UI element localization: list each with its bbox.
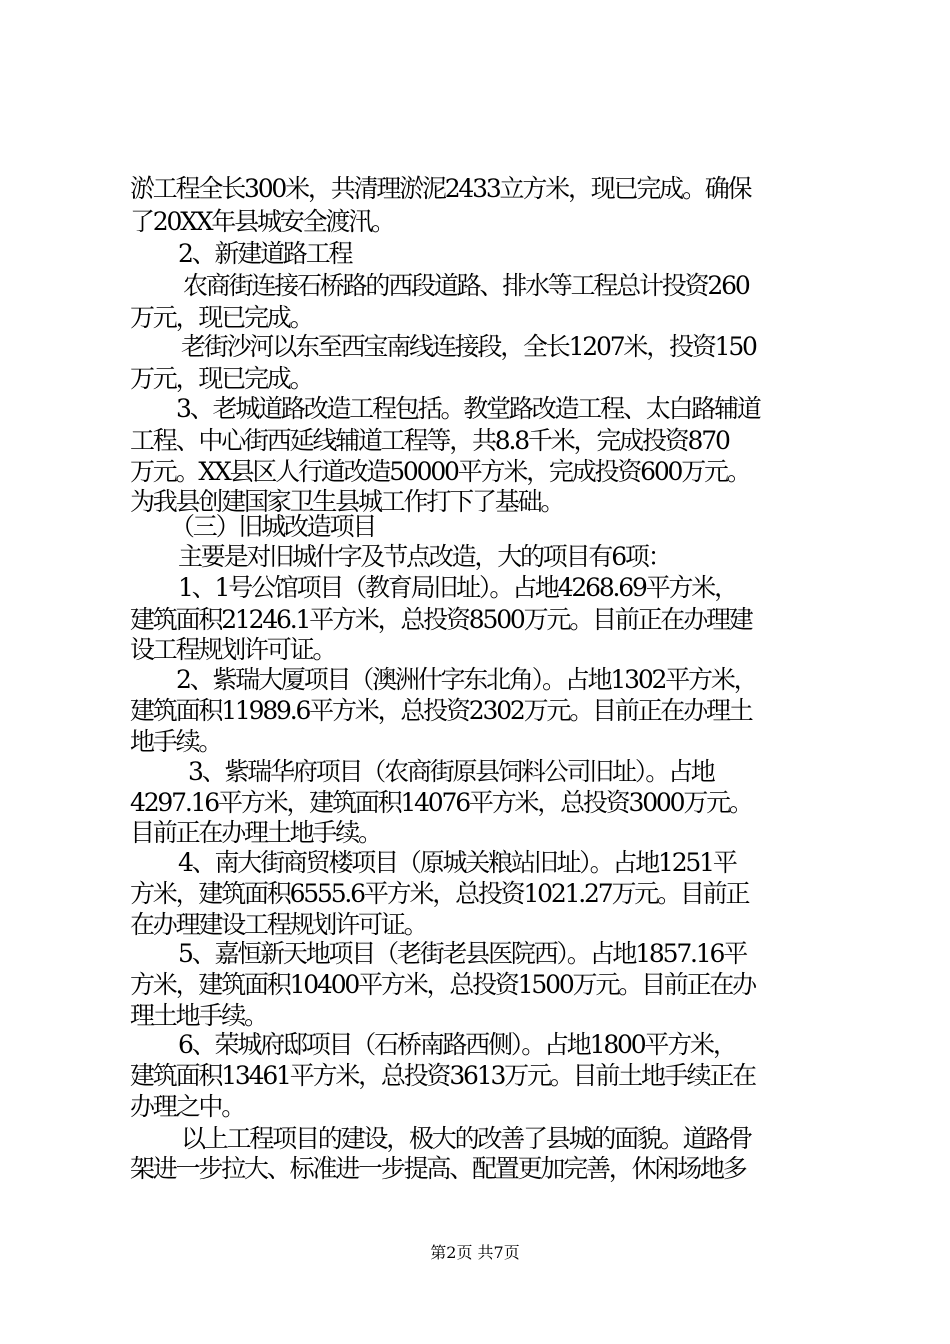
body-line: 主要是对旧城什字及节点改造，大的项目有6项： [178, 542, 671, 571]
body-line: 建筑面积11989.6平方米，总投资2302万元。目前正在办理土 [130, 696, 752, 725]
section-heading: （三）旧城改造项目 [170, 512, 376, 541]
body-line: 架进一步拉大、标准进一步提高、配置更加完善，休闲场地多 [130, 1154, 746, 1183]
body-line: 目前正在办理土地手续。 [130, 818, 381, 847]
body-line: 为我县创建国家卫生县城工作打下了基础。 [130, 487, 564, 516]
body-line: 地手续。 [130, 727, 222, 756]
body-line: 4297.16平方米，建筑面积14076平方米，总投资3000万元。 [130, 788, 752, 817]
body-line: 办理之中。 [130, 1092, 245, 1121]
body-line: 万元，现已完成。 [130, 303, 313, 332]
body-line: 6、荣城府邸项目（石桥南路西侧）。占地1800平方米， [178, 1030, 736, 1059]
body-line: 建筑面积21246.1平方米，总投资8500万元。目前正在办理建 [130, 605, 752, 634]
body-line: 设工程规划许可证。 [130, 635, 336, 664]
body-line: 了20XX年县城安全渡汛。 [130, 207, 394, 236]
body-line: 淤工程全长300米，共清理淤泥2433立方米，现已完成。确保 [130, 174, 751, 203]
body-line: 3、老城道路改造工程包括。教堂路改造工程、太白路辅道 [176, 394, 760, 423]
body-line: 理土地手续。 [130, 1001, 267, 1030]
body-line: 建筑面积13461平方米，总投资3613万元。目前土地手续正在 [130, 1061, 755, 1090]
body-line: 工程、中心街西延线辅道工程等，共8.8千米，完成投资870 [130, 426, 729, 455]
page-footer: 第2页 共7页 [430, 1243, 520, 1262]
body-line: 在办理建设工程规划许可证。 [130, 910, 427, 939]
body-line: 5、嘉恒新天地项目（老街老县医院西）。占地1857.16平 [178, 939, 746, 968]
body-line: 以上工程项目的建设，极大的改善了县城的面貌。道路骨 [181, 1124, 752, 1153]
body-line: 方米，建筑面积6555.6平方米，总投资1021.27万元。目前正 [130, 879, 749, 908]
body-line: 老街沙河以东至西宝南线连接段，全长1207米，投资150 [181, 332, 756, 361]
body-line: 万元，现已完成。 [130, 364, 313, 393]
body-line: 2、紫瑞大厦项目（澳洲什字东北角）。占地1302平方米， [176, 665, 757, 694]
body-line: 农商街连接石桥路的西段道路、排水等工程总计投资260 [183, 271, 749, 300]
section-heading: 2、新建道路工程 [178, 239, 352, 268]
body-line: 1、1号公馆项目（教育局旧址）。占地4268.69平方米， [178, 573, 737, 602]
body-line: 万元。XX县区人行道改造50000平方米，完成投资600万元。 [130, 457, 750, 486]
body-line: 方米，建筑面积10400平方米，总投资1500万元。目前正在办 [130, 970, 755, 999]
body-line: 3、紫瑞华府项目（农商街原县饲料公司旧址）。占地 [188, 757, 714, 786]
body-line: 4、南大街商贸楼项目（原城关粮站旧址）。占地1251平 [178, 848, 736, 877]
